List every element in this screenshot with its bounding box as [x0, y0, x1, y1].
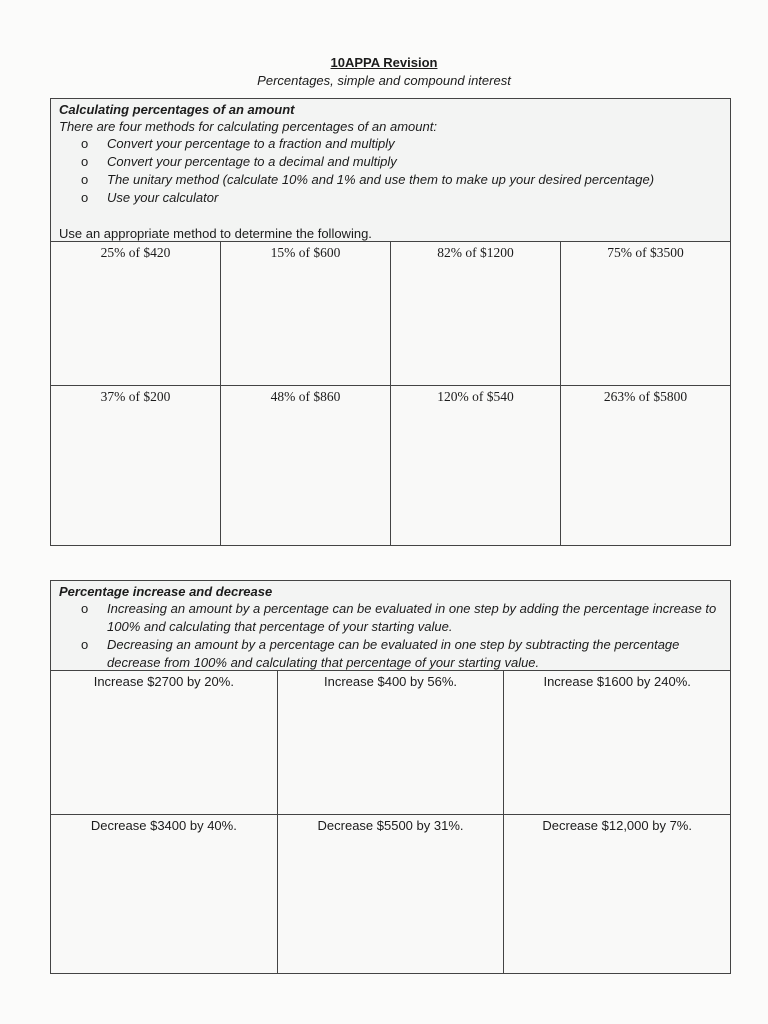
question-cell[interactable]: Increase $2700 by 20%. — [93, 674, 234, 689]
section1-question-grid — [51, 242, 730, 546]
method-item: o Use your calculator — [81, 189, 722, 207]
method-item: o Convert your percentage to a decimal and multiply — [81, 153, 722, 171]
rule-item: o Decreasing an amount by a percentage can be evaluated in one step by subtracting the percentage decrease from 100% and calculating that percentage of your starting value. — [81, 636, 722, 672]
section2-intro — [51, 581, 730, 671]
question-cell[interactable]: 37% of $200 — [100, 389, 171, 404]
question-cell[interactable]: 75% of $3500 — [560, 242, 730, 385]
section2-question-grid — [51, 671, 730, 974]
question-cell[interactable]: 25% of $420 — [100, 245, 171, 260]
worksheet-title: 10APPA Revision — [330, 55, 438, 70]
section2-rule-list — [59, 600, 722, 672]
section-increase-decrease — [50, 580, 731, 974]
question-cell[interactable]: Decrease $5500 by 31%. — [277, 815, 504, 974]
question-cell[interactable]: 263% of $5800 — [560, 386, 730, 546]
question-cell[interactable]: 48% of $860 — [220, 386, 390, 546]
method-item: o The unitary method (calculate 10% and 1% and use them to make up your desired percentage) — [81, 171, 722, 189]
section1-intro — [51, 99, 730, 242]
question-cell[interactable]: 82% of $1200 — [390, 242, 560, 385]
section-percentages-of-amount — [50, 98, 731, 546]
worksheet-subtitle: Percentages, simple and compound interest — [257, 73, 511, 88]
question-cell[interactable]: Increase $400 by 56%. — [277, 671, 504, 814]
question-cell[interactable]: Decrease $12,000 by 7%. — [503, 815, 730, 974]
question-row — [51, 242, 730, 385]
section1-method-list — [59, 135, 722, 207]
rule-item: o Increasing an amount by a percentage can be evaluated in one step by adding the percentage increase to 100% and calculating that percentage of your starting value. — [81, 600, 722, 636]
question-cell[interactable]: 15% of $600 — [220, 242, 390, 385]
section2-heading: Percentage increase and decrease — [59, 584, 273, 599]
question-row — [51, 814, 730, 974]
question-cell[interactable]: 120% of $540 — [390, 386, 560, 546]
question-cell[interactable]: Increase $1600 by 240%. — [503, 671, 730, 814]
question-row — [51, 385, 730, 546]
question-row — [51, 671, 730, 814]
question-cell[interactable]: Decrease $3400 by 40%. — [90, 818, 237, 833]
section1-heading: Calculating percentages of an amount — [59, 102, 295, 117]
section1-lead: There are four methods for calculating percentages of an amount: — [59, 119, 437, 134]
method-item: o Convert your percentage to a fraction and multiply — [81, 135, 722, 153]
section1-instruction: Use an appropriate method to determine the following. — [59, 226, 372, 241]
